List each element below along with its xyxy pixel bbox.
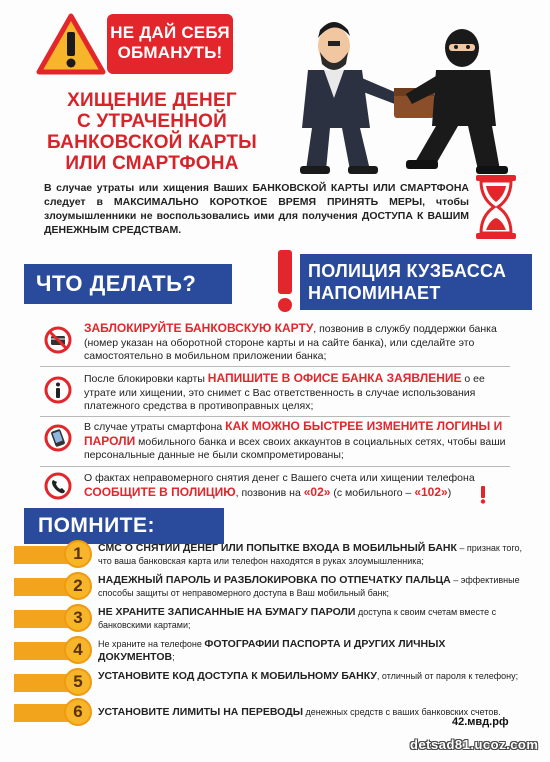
remember-item-body: ; xyxy=(172,652,175,662)
police-line1: ПОЛИЦИЯ КУЗБАССА xyxy=(308,261,507,281)
instruction-body: мобильного банка и всех своих аккаунтов в социальных сетях, чтобы ваши персональные данные не были скомпрометированы; xyxy=(84,435,506,461)
remember-item-text xyxy=(98,606,524,632)
warning-badge xyxy=(107,14,233,74)
title-line: БАНКОВСКОЙ КАРТЫ xyxy=(47,132,257,153)
divider xyxy=(40,466,510,467)
blocked-card-icon xyxy=(44,326,72,354)
remember-item-text xyxy=(98,638,524,664)
info-icon xyxy=(44,376,72,404)
exclamation-small-icon xyxy=(478,486,488,504)
number-badge: 6 xyxy=(64,698,92,726)
instruction-highlight: ЗАБЛОКИРУЙТЕ БАНКОВСКУЮ КАРТУ xyxy=(84,321,314,335)
divider xyxy=(40,366,510,367)
remember-item-body: доступа к своим счетам вместе с банковскими картами; xyxy=(98,607,497,630)
number-badge: 4 xyxy=(64,636,92,664)
instruction-body: В случае утраты смартфона xyxy=(84,421,226,433)
remember-item xyxy=(14,572,524,602)
title-line: ИЛИ СМАРТФОНА xyxy=(65,153,239,174)
intro-part-bold: ДОСТУПА К ВАШИМ ДЕНЕЖНЫМ СРЕДСТВАМ xyxy=(44,210,469,236)
intro-text xyxy=(44,181,469,237)
instruction-highlight: СООБЩИТЕ В ПОЛИЦИЮ xyxy=(84,484,236,499)
remember-item xyxy=(14,636,524,666)
instruction-highlight: НАПИШИТЕ В ОФИСЕ БАНКА ЗАЯВЛЕНИЕ xyxy=(207,371,462,385)
intro-part-bold: БАНКОВСКОЙ КАРТЫ ИЛИ СМАРТФОНА xyxy=(252,182,469,194)
lost-phone-icon xyxy=(44,424,72,452)
remember-item-text xyxy=(98,574,524,600)
remember-item-body: денежных средств с ваших банковских счетов. xyxy=(302,707,501,717)
remember-item xyxy=(14,698,524,728)
instruction-block-card xyxy=(84,322,514,364)
remember-item-bold: ФОТОГРАФИИ ПАСПОРТА И ДРУГИХ ЛИЧНЫХ ДОКУМЕНТОВ xyxy=(98,638,446,663)
number-badge: 1 xyxy=(64,540,92,568)
exclamation-icon xyxy=(272,248,298,314)
instruction-body: о ее утрате или хищении, это снимет с Вас ответственность в случае использования платежного средства в противоправных целях; xyxy=(84,373,485,412)
title-line: С УТРАЧЕННОЙ xyxy=(76,111,227,132)
watermark: detsad81.ucoz.com xyxy=(410,737,539,752)
instruction-body: ) xyxy=(447,486,452,499)
site-url: 42.мвд.рф xyxy=(452,716,509,728)
remember-item-body: , отличный от пароля к телефону; xyxy=(376,671,519,681)
intro-part: . xyxy=(178,224,182,236)
instruction-body: , позвонив в службу поддержки банка (номер указан на оборотной стороне карты и на сайте банка), или сделайте это самостоятельно в мобильном приложении банка; xyxy=(84,323,497,362)
remember-item-bold: УСТАНОВИТЕ ЛИМИТЫ НА ПЕРЕВОДЫ xyxy=(98,706,303,718)
phone-number: «102» xyxy=(414,484,448,499)
number-badge: 5 xyxy=(64,668,92,696)
remember-item-text xyxy=(98,670,524,683)
remember-item-bold: СМС О СНЯТИИ ДЕНЕГ ИЛИ ПОПЫТКЕ ВХОДА В МОБИЛЬНЫЙ БАНК xyxy=(98,542,457,554)
intro-part-bold: МАКСИМАЛЬНО КОРОТКОЕ ВРЕМЯ ПРИНЯТЬ МЕРЫ xyxy=(113,196,423,208)
remember-item-bold: УСТАНОВИТЕ КОД ДОСТУПА К МОБИЛЬНОМУ БАНКУ xyxy=(98,670,377,682)
hourglass-icon xyxy=(474,174,518,240)
number-badge: 2 xyxy=(64,572,92,600)
instruction-body: (с мобильного – xyxy=(330,486,415,499)
remember-item xyxy=(14,540,524,570)
instruction-report-police xyxy=(84,472,516,500)
title-line: ХИЩЕНИЕ ДЕНЕГ xyxy=(67,90,237,111)
divider xyxy=(40,416,510,417)
what-to-do-banner: ЧТО ДЕЛАТЬ? xyxy=(24,264,232,304)
instruction-body: , позвонив на xyxy=(235,486,304,499)
thieves-illustration xyxy=(286,8,516,178)
intro-part: , чтобы злоумышленники не воспользовались ими для получения xyxy=(44,196,469,222)
badge-line2: ОБМАНУТЬ! xyxy=(117,43,223,62)
intro-part: В случае утраты или хищения Ваших xyxy=(44,182,253,194)
police-line2: НАПОМИНАЕТ xyxy=(308,283,441,303)
phone-call-icon xyxy=(44,472,72,500)
instruction-change-passwords xyxy=(84,420,516,463)
remember-item-body: – признак того, что ваша банковская карта или телефон находятся в руках злоумышленника; xyxy=(98,543,522,566)
remember-item-body: – эффективные способы защиты от неправомерного доступа в Ваш мобильный банк; xyxy=(98,575,520,598)
phone-number: «02» xyxy=(303,484,331,499)
remember-item-body: Не храните на телефоне xyxy=(98,639,205,649)
remember-item xyxy=(14,668,524,698)
instruction-write-statement xyxy=(84,372,516,414)
badge-line1: НЕ ДАЙ СЕБЯ xyxy=(110,23,230,42)
poster-title xyxy=(32,90,272,174)
warning-triangle-icon xyxy=(36,12,106,76)
police-reminds-banner xyxy=(300,254,532,310)
number-badge: 3 xyxy=(64,604,92,632)
remember-item-bold: НЕ ХРАНИТЕ ЗАПИСАННЫЕ НА БУМАГУ ПАРОЛИ xyxy=(98,606,356,618)
instruction-body: После блокировки карты xyxy=(84,373,208,385)
remember-banner: ПОМНИТЕ: xyxy=(24,508,224,544)
remember-item-text xyxy=(98,542,524,568)
remember-item-bold: НАДЕЖНЫЙ ПАРОЛЬ И РАЗБЛОКИРОВКА ПО ОТПЕЧАТКУ ПАЛЬЦА xyxy=(98,574,451,586)
instruction-body: О фактах неправомерного снятия денег с Вашего счета или хищении телефона xyxy=(84,472,475,484)
instruction-highlight: КАК МОЖНО БЫСТРЕЕ ИЗМЕНИТЕ ЛОГИНЫ И ПАРОЛИ xyxy=(84,419,503,448)
intro-part: следует в xyxy=(44,196,114,208)
remember-item xyxy=(14,604,524,634)
